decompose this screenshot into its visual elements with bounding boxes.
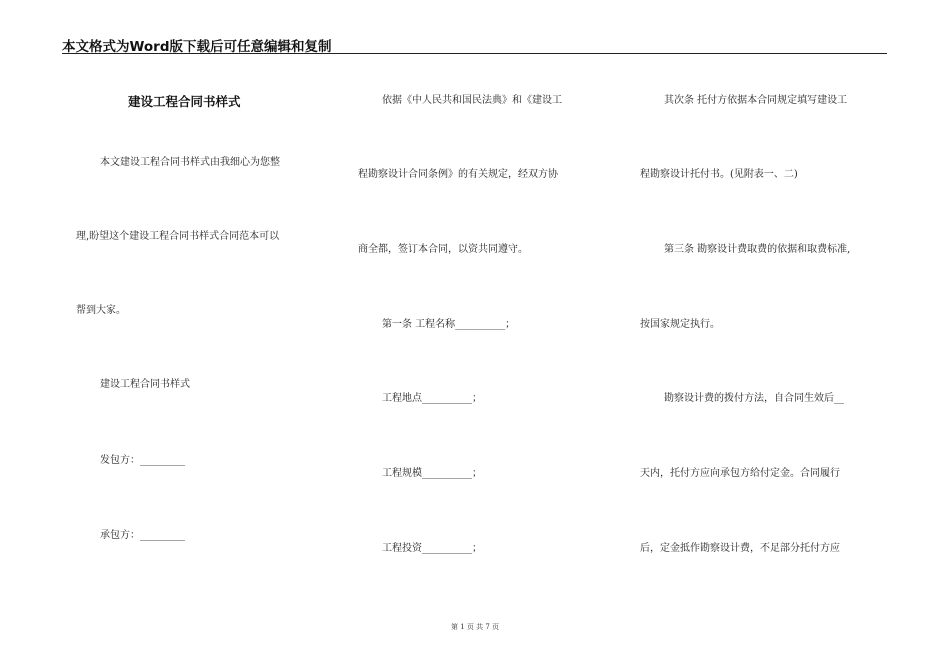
contractee-field: 承包方：_________: [100, 530, 185, 541]
project-investment-field: 工程投资__________；: [382, 543, 482, 554]
paragraph-line: 按国家规定执行。: [640, 319, 720, 330]
paragraph-line: 商全都，签订本合同，以资共同遵守。: [358, 244, 528, 255]
project-name-field: 第一条 工程名称__________；: [382, 319, 516, 330]
contractor-field: 发包方：_________: [100, 455, 185, 466]
paragraph-line: 本文建设工程合同书样式由我细心为您整: [100, 157, 280, 168]
paragraph-line: 建设工程合同书样式: [100, 379, 190, 390]
document-header: 本文格式为Word版下载后可任意编辑和复制: [62, 39, 332, 55]
paragraph-line: 帮到大家。: [76, 305, 126, 316]
header-divider: [62, 53, 887, 54]
paragraph-line: 依据《中人民共和国民法典》和《建设工: [382, 95, 562, 106]
paragraph-line: 其次条 托付方依据本合同规定填写建设工: [664, 95, 848, 106]
page-number: 第 1 页 共 7 页: [450, 623, 500, 631]
paragraph-line: 第三条 勘察设计费取费的依据和取费标准,: [664, 244, 851, 255]
paragraph-line: 理,盼望这个建设工程合同书样式合同范本可以: [76, 231, 280, 242]
paragraph-line: 后，定金抵作勘察设计费，不足部分托付方应: [640, 543, 840, 554]
project-location-field: 工程地点__________；: [382, 393, 482, 404]
paragraph-line: 勘察设计费的拨付方法，自合同生效后__: [664, 393, 844, 404]
document-title: 建设工程合同书样式: [128, 94, 241, 109]
paragraph-line: 程勘察设计托付书。(见附表一、二): [640, 169, 798, 180]
paragraph-line: 程勘察设计合同条例》的有关规定，经双方协: [358, 169, 558, 180]
paragraph-line: 天内，托付方应向承包方给付定金。合同履行: [640, 468, 840, 479]
project-scale-field: 工程规模__________；: [382, 468, 482, 479]
